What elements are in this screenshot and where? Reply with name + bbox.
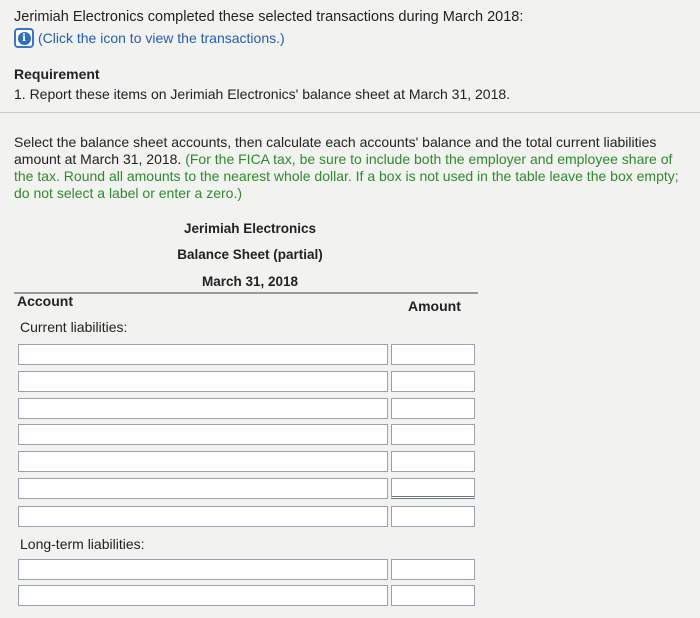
- long-term-amount-input-2[interactable]: [391, 585, 475, 606]
- current-amount-input-3[interactable]: [391, 398, 475, 419]
- current-account-select-3[interactable]: [18, 398, 388, 419]
- current-liabilities-label: Current liabilities:: [20, 319, 128, 335]
- table-header-line: [14, 292, 478, 294]
- current-account-select-4[interactable]: [18, 424, 388, 445]
- view-transactions-link[interactable]: (Click the icon to view the transactions.): [38, 30, 285, 46]
- total-current-liabilities-amount[interactable]: [391, 506, 475, 527]
- statement-title: Balance Sheet (partial): [177, 247, 323, 262]
- statement-company: Jerimiah Electronics: [183, 221, 317, 236]
- requirement-text: 1. Report these items on Jerimiah Electronics' balance sheet at March 31, 2018.: [14, 86, 511, 102]
- divider: [0, 112, 700, 113]
- long-term-amount-input-1[interactable]: [391, 559, 475, 580]
- statement-date: March 31, 2018: [201, 274, 299, 289]
- instructions-note: (For the FICA tax, be sure to include both the employer and employee share of the tax. Round all amounts to the nearest whole dollar. If a box is not used in the table leave the box empty; do not select a label or enter a zero.): [14, 151, 679, 201]
- current-amount-input-1[interactable]: [391, 344, 475, 365]
- total-current-liabilities-select[interactable]: [18, 506, 388, 527]
- current-amount-input-6[interactable]: [391, 478, 475, 499]
- instructions: [14, 134, 686, 202]
- long-term-account-select-1[interactable]: [18, 559, 388, 580]
- current-account-select-6[interactable]: [18, 478, 388, 499]
- current-amount-input-2[interactable]: [391, 371, 475, 392]
- long-term-liabilities-label: Long-term liabilities:: [20, 536, 145, 552]
- current-amount-input-4[interactable]: [391, 424, 475, 445]
- requirement-title: Requirement: [14, 66, 100, 82]
- column-header-account: Account: [17, 293, 73, 309]
- info-icon[interactable]: i: [14, 28, 34, 48]
- current-amount-input-5[interactable]: [391, 451, 475, 472]
- current-account-select-2[interactable]: [18, 371, 388, 392]
- column-header-amount: Amount: [408, 298, 461, 314]
- long-term-account-select-2[interactable]: [18, 585, 388, 606]
- current-account-select-5[interactable]: [18, 451, 388, 472]
- intro-text: Jerimiah Electronics completed these selected transactions during March 2018:: [14, 9, 524, 25]
- current-account-select-1[interactable]: [18, 344, 388, 365]
- info-row[interactable]: [14, 28, 285, 48]
- instructions-main: Select the balance sheet accounts, then calculate each accounts' balance and the total current liabilities amount at March 31, 2018.: [14, 134, 657, 167]
